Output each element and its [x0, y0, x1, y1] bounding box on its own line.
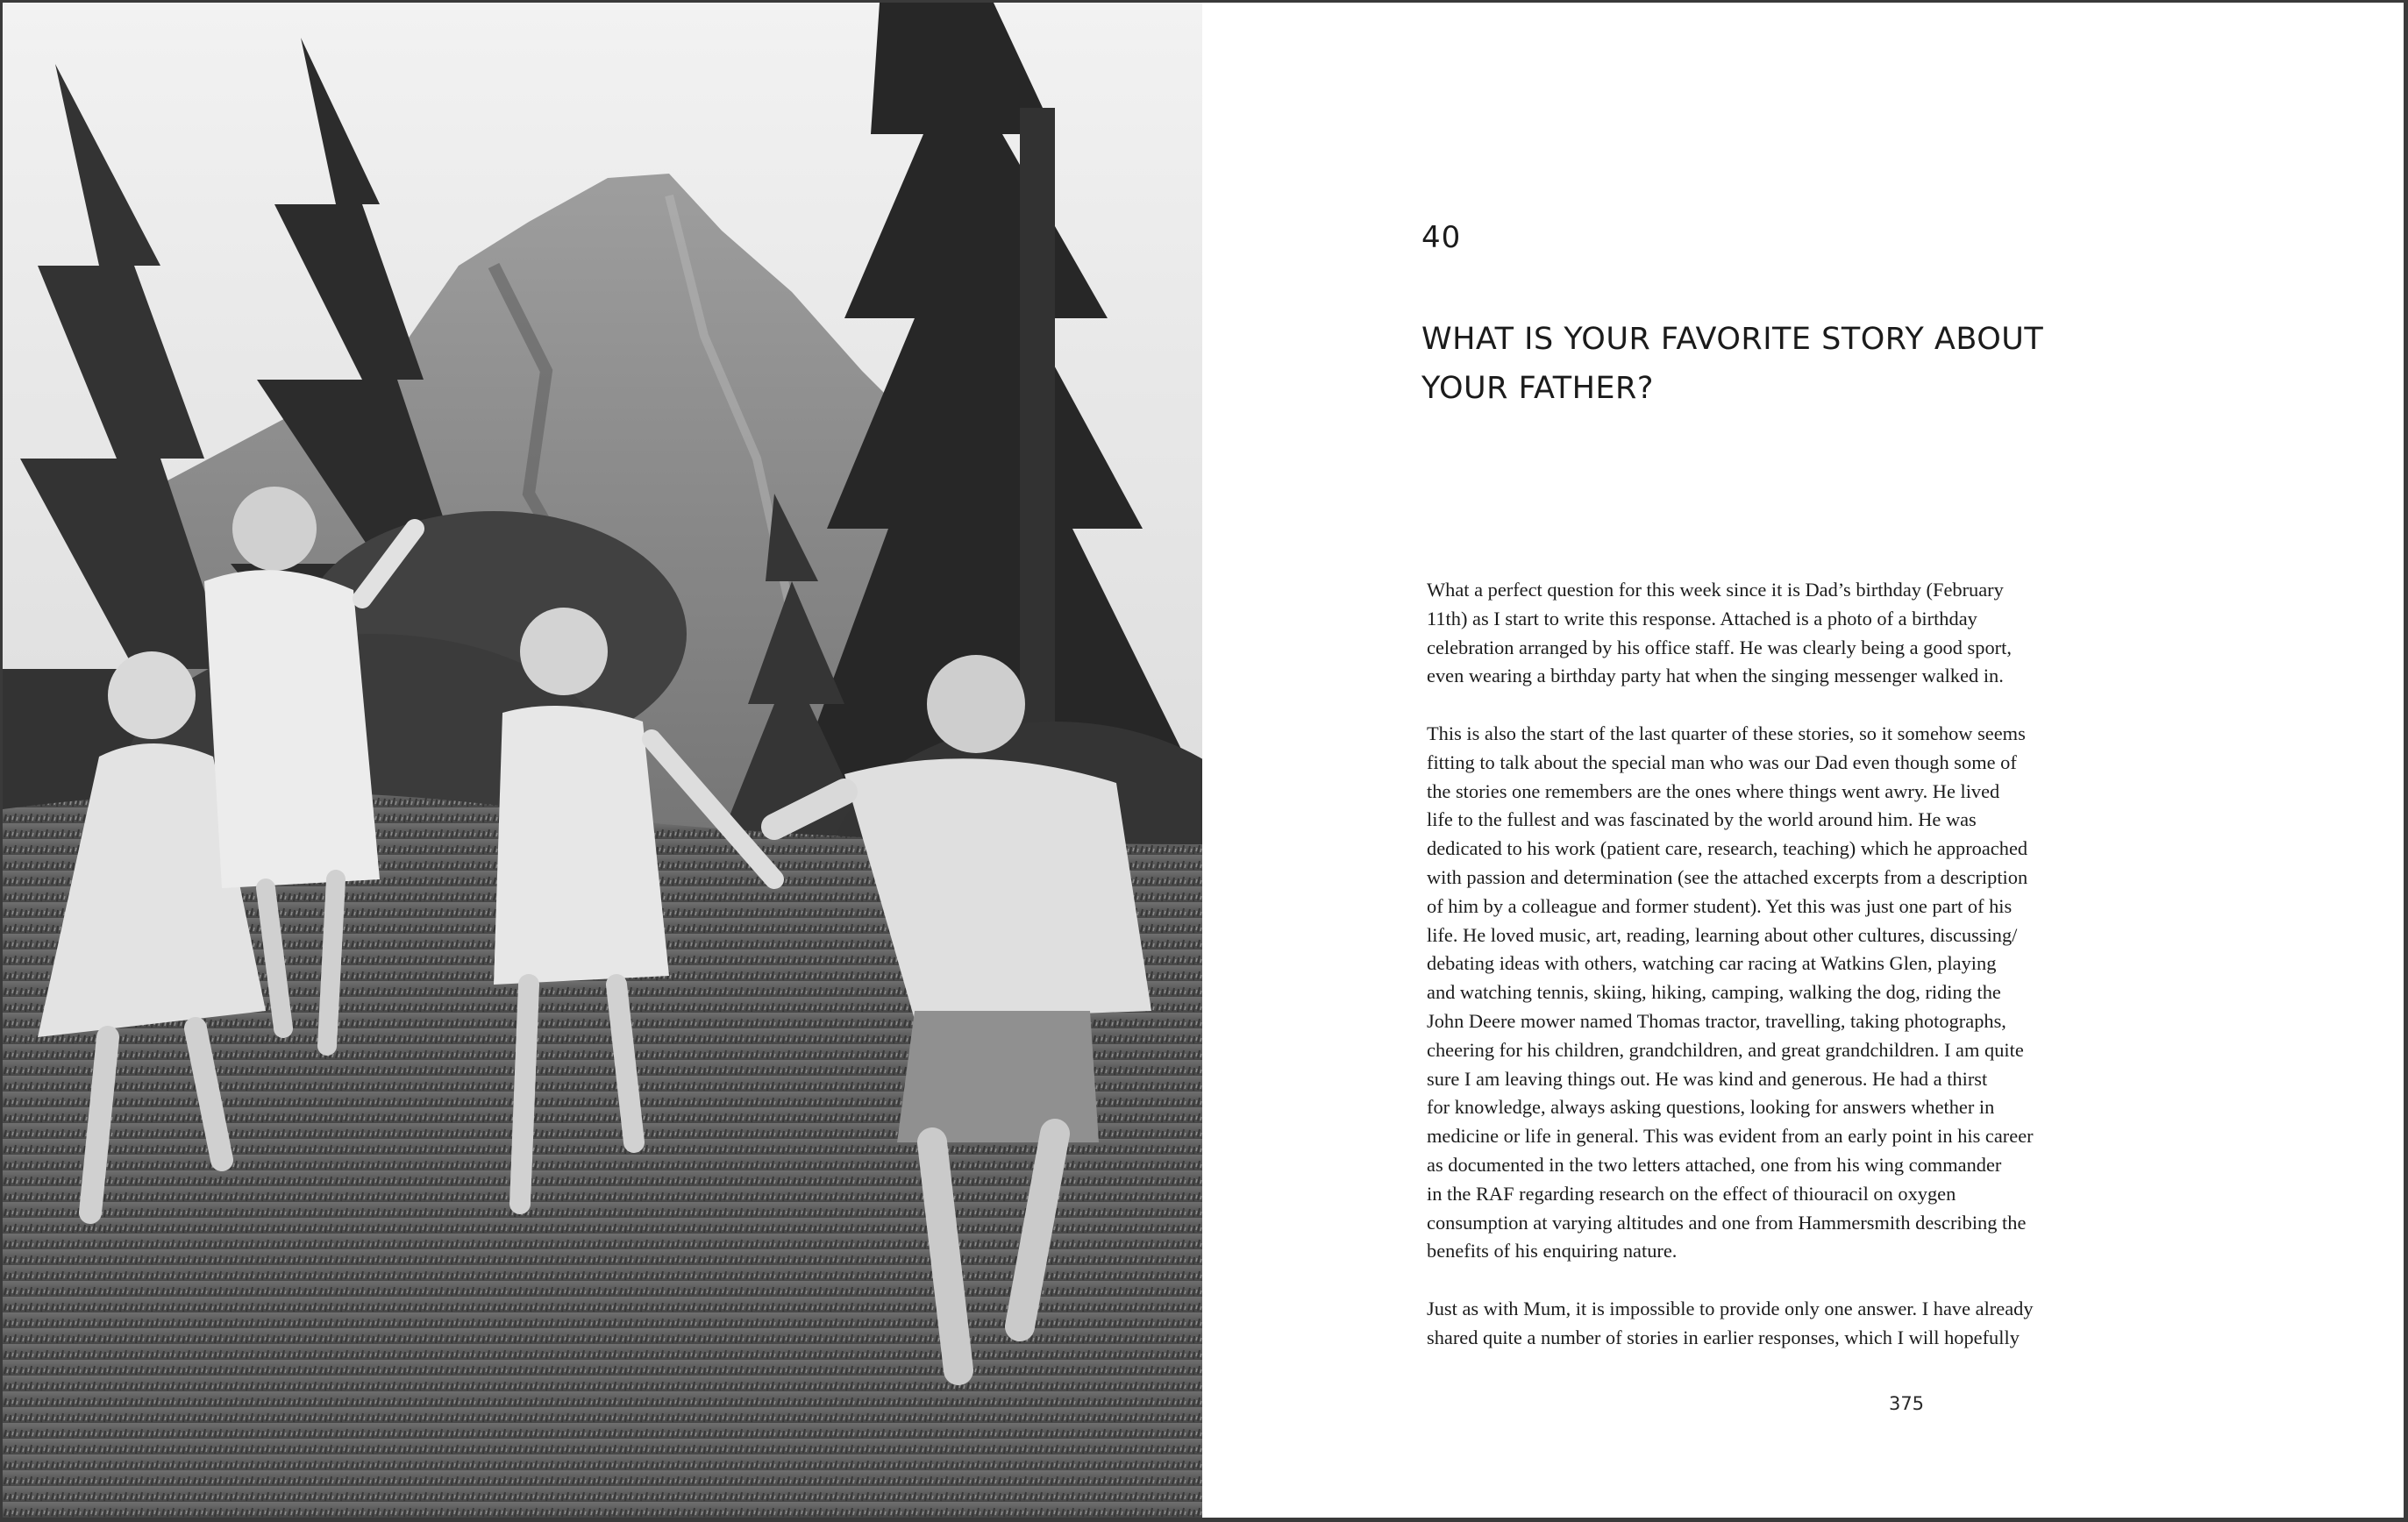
chapter-title	[1421, 315, 2105, 413]
photo-illustration-icon	[3, 3, 1202, 1518]
paragraph-2	[1427, 720, 2128, 1266]
chapter-title-line: WHAT IS YOUR FAVORITE STORY ABOUT	[1421, 322, 2044, 357]
paragraph-3	[1427, 1295, 2128, 1353]
text-line: fitting to talk about the special man who was our Dad even though some of	[1427, 750, 2017, 773]
chapter-number: 40	[1421, 220, 1462, 255]
paragraph-1	[1427, 576, 2128, 691]
text-line: What a perfect question for this week since it is Dad’s birthday (February	[1427, 579, 2004, 601]
text-line: Just as with Mum, it is impossible to provide only one answer. I have already	[1427, 1297, 2034, 1319]
text-line: consumption at varying altitudes and one from Hammersmith describing the	[1427, 1211, 2027, 1234]
chapter-title-line: YOUR FATHER?	[1421, 371, 1654, 406]
text-line: in the RAF regarding research on the effect of thiouracil on oxygen	[1427, 1182, 1956, 1205]
text-line: for knowledge, always asking questions, looking for answers whether in	[1427, 1096, 1995, 1119]
text-line: This is also the start of the last quarter of these stories, so it somehow seems	[1427, 722, 2026, 744]
black-and-white-photo	[3, 3, 1202, 1518]
text-line: dedicated to his work (patient care, research, teaching) which he approached	[1427, 837, 2028, 860]
text-line: debating ideas with others, watching car racing at Watkins Glen, playing	[1427, 952, 1997, 975]
text-line: as documented in the two letters attached, one from his wing commander	[1427, 1153, 2002, 1176]
text-line: and watching tennis, skiing, hiking, camping, walking the dog, riding the	[1427, 981, 2001, 1004]
text-page	[1202, 3, 2404, 1518]
text-line: 11th) as I start to write this response. Attached is a photo of a birthday	[1427, 607, 1977, 629]
text-line: life to the fullest and was fascinated by the world around him. He was	[1427, 808, 1977, 831]
text-line: with passion and determination (see the attached excerpts from a description	[1427, 865, 2028, 888]
text-line: John Deere mower named Thomas tractor, travelling, taking photographs,	[1427, 1009, 2006, 1032]
text-line: sure I am leaving things out. He was kind and generous. He had a thirst	[1427, 1067, 1988, 1090]
text-line: benefits of his enquiring nature.	[1427, 1240, 1678, 1262]
text-line: even wearing a birthday party hat when the singing messenger walked in.	[1427, 665, 2004, 687]
book-spread	[3, 3, 2404, 1518]
text-line: cheering for his children, grandchildren, and great grandchildren. I am quite	[1427, 1038, 2024, 1061]
text-line: shared quite a number of stories in earlier responses, which I will hopefully	[1427, 1326, 2020, 1348]
body-text	[1427, 576, 2128, 1381]
text-line: life. He loved music, art, reading, learning about other cultures, discussing/	[1427, 923, 2018, 946]
text-line: medicine or life in general. This was evident from an early point in his career	[1427, 1125, 2034, 1148]
page-number: 375	[1888, 1393, 1925, 1414]
text-line: celebration arranged by his office staff. He was clearly being a good sport,	[1427, 636, 2012, 658]
text-line: of him by a colleague and former student). Yet this was just one part of his	[1427, 894, 2013, 917]
text-line: the stories one remembers are the ones where things went awry. He lived	[1427, 779, 2000, 802]
